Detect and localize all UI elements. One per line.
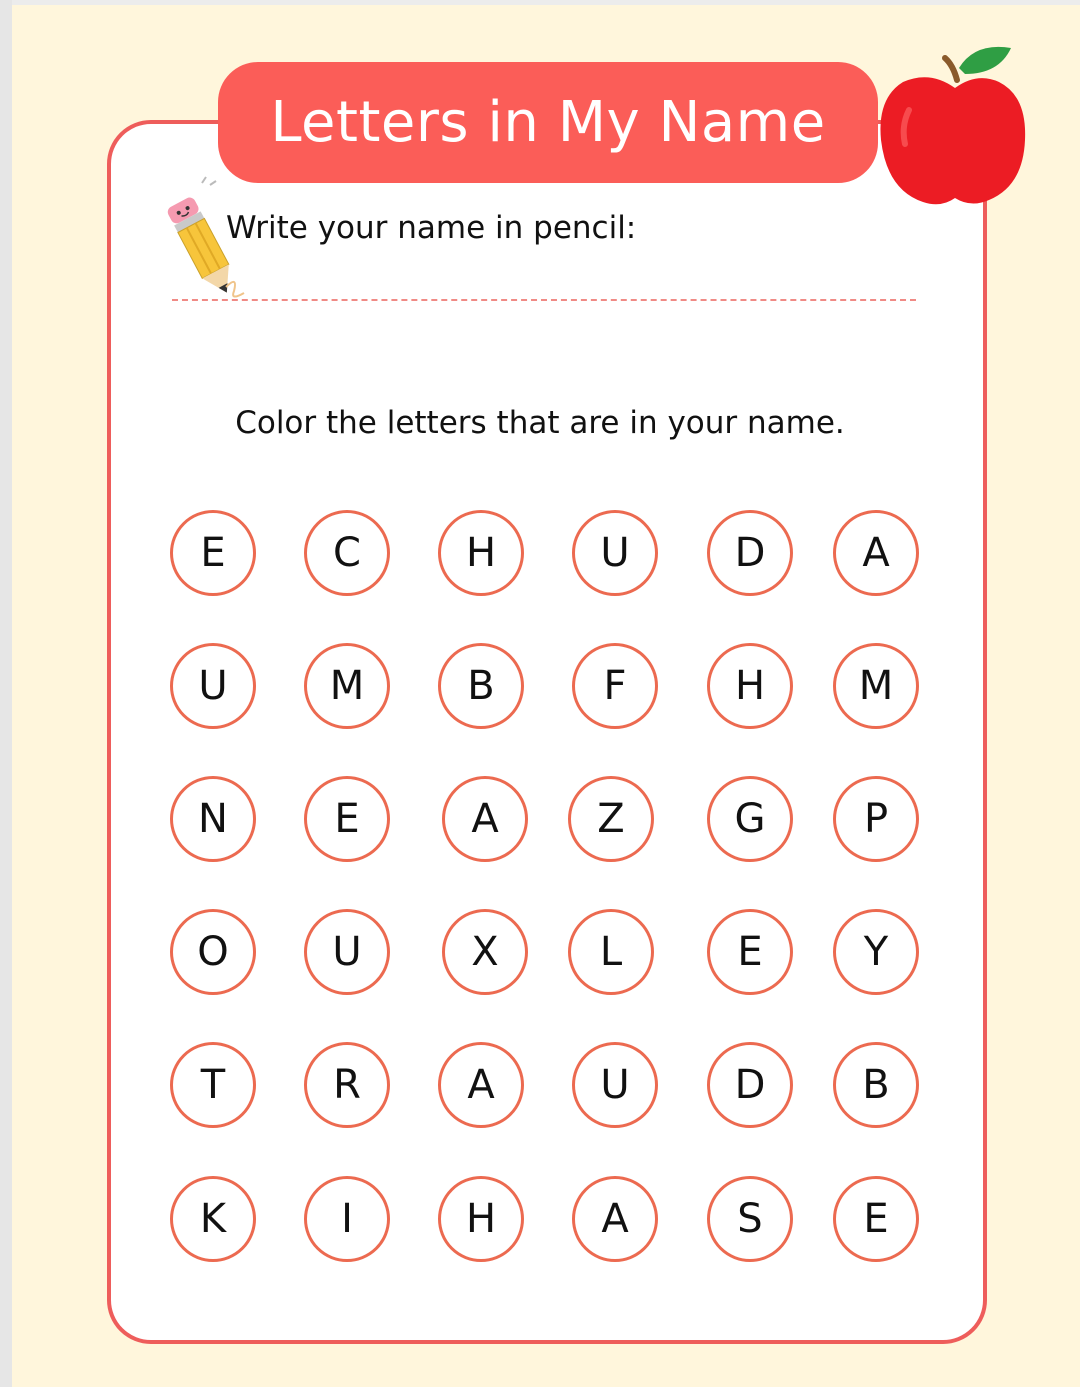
page-left-edge [0,0,12,1387]
letter-circle[interactable]: T [170,1042,256,1128]
write-name-prompt: Write your name in pencil: [226,210,637,246]
letter-circle[interactable]: A [572,1176,658,1262]
name-writing-line[interactable] [172,299,916,301]
letter-circle[interactable]: I [304,1176,390,1262]
instruction-text: Color the letters that are in your name. [235,405,845,441]
letter-circle[interactable]: H [438,1176,524,1262]
title-banner [218,62,878,183]
letter-circle[interactable]: C [304,510,390,596]
letter-circle[interactable]: D [707,510,793,596]
letter-circle[interactable]: E [304,776,390,862]
letter-circle[interactable]: G [707,776,793,862]
letter-circle[interactable]: E [833,1176,919,1262]
letter-circle[interactable]: S [707,1176,793,1262]
letter-circle[interactable]: E [170,510,256,596]
letter-circle[interactable]: L [568,909,654,995]
letter-circle[interactable]: B [438,643,524,729]
letter-circle[interactable]: U [572,1042,658,1128]
letter-circle[interactable]: H [707,643,793,729]
apple-icon [875,40,1035,210]
letter-circle[interactable]: A [442,776,528,862]
letter-circle[interactable]: P [833,776,919,862]
letter-circle[interactable]: A [833,510,919,596]
letter-circle[interactable]: O [170,909,256,995]
letter-circle[interactable]: B [833,1042,919,1128]
letter-circle[interactable]: U [572,510,658,596]
letter-circle[interactable]: K [170,1176,256,1262]
letter-circle[interactable]: M [833,643,919,729]
letter-circle[interactable]: R [304,1042,390,1128]
letter-circle[interactable]: F [572,643,658,729]
page-top-edge [0,0,1080,5]
letter-circle[interactable]: D [707,1042,793,1128]
letter-circle[interactable]: X [442,909,528,995]
letter-circle[interactable]: E [707,909,793,995]
letter-circle[interactable]: U [170,643,256,729]
letter-circle[interactable]: A [438,1042,524,1128]
letter-circle[interactable]: Y [833,909,919,995]
letter-circle[interactable]: Z [568,776,654,862]
letter-circle[interactable]: M [304,643,390,729]
letter-circle[interactable]: H [438,510,524,596]
letter-circle[interactable]: N [170,776,256,862]
page-title: Letters in My Name [270,90,826,155]
letter-circle[interactable]: U [304,909,390,995]
